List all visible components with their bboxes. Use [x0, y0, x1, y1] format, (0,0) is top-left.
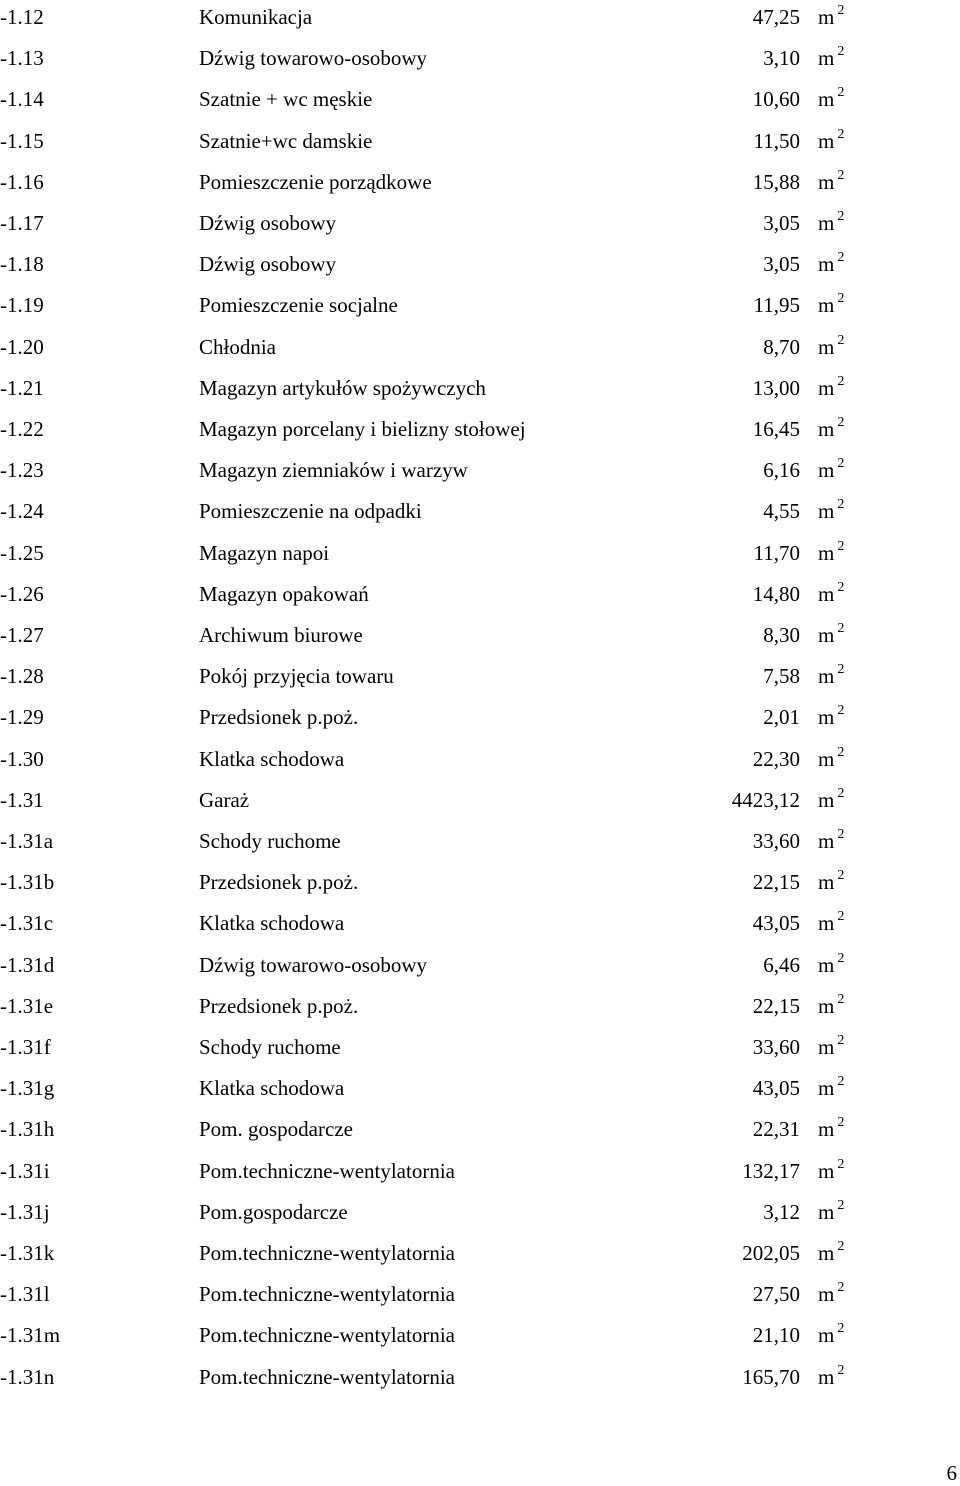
- room-number: -1.31: [0, 787, 44, 812]
- unit-symbol: m: [818, 458, 835, 483]
- room-name: Magazyn porcelany i bielizny stołowej: [199, 417, 526, 441]
- area-unit: [818, 249, 844, 279]
- unit-symbol: m: [818, 1035, 835, 1059]
- room-name: Pom.techniczne-wentylatornia: [199, 1364, 455, 1389]
- room-number: -1.31e: [0, 993, 54, 1018]
- area-unit: [818, 1197, 844, 1227]
- unit-exponent: 2: [837, 662, 845, 678]
- unit-exponent: 2: [837, 373, 845, 389]
- area-unit: [818, 826, 844, 856]
- room-number: -1.31m: [0, 1323, 61, 1348]
- unit-symbol: m: [818, 499, 835, 524]
- room-row: [0, 991, 960, 1021]
- room-row: [0, 2, 960, 32]
- room-number: -1.18: [0, 252, 44, 277]
- room-area: 10,60: [752, 87, 800, 112]
- room-number: -1.31h: [0, 1117, 55, 1142]
- unit-symbol: m: [818, 169, 835, 194]
- room-number: -1.21: [0, 375, 44, 400]
- unit-symbol: m: [818, 417, 835, 441]
- unit-symbol: m: [818, 1241, 835, 1265]
- room-area: 43,05: [752, 1076, 800, 1101]
- unit-symbol: m: [818, 1323, 835, 1348]
- room-number: -1.22: [0, 417, 44, 441]
- room-name: Komunikacja: [199, 5, 313, 29]
- room-name: Szatnie+wc damskie: [199, 128, 373, 153]
- area-unit: [818, 1238, 844, 1268]
- unit-symbol: m: [818, 1076, 835, 1101]
- area-unit: [818, 950, 844, 980]
- area-unit: [818, 414, 844, 444]
- room-row: [0, 538, 960, 568]
- room-number: -1.31d: [0, 952, 55, 977]
- unit-exponent: 2: [837, 291, 845, 307]
- unit-exponent: 2: [837, 1280, 845, 1296]
- room-number: -1.31l: [0, 1282, 50, 1307]
- room-name: Dźwig towarowo-osobowy: [199, 46, 428, 71]
- area-unit: [818, 455, 844, 485]
- room-number: -1.31a: [0, 829, 54, 853]
- area-unit: [818, 208, 844, 238]
- area-unit: [818, 373, 844, 403]
- unit-symbol: m: [818, 911, 835, 936]
- unit-exponent: 2: [837, 497, 845, 513]
- room-name: Pokój przyjęcia towaru: [199, 664, 394, 689]
- unit-exponent: 2: [837, 3, 845, 18]
- room-row: [0, 826, 960, 856]
- room-number: -1.12: [0, 5, 44, 29]
- area-unit: [818, 620, 844, 650]
- room-area: 3,12: [763, 1199, 800, 1224]
- room-name: Szatnie + wc męskie: [199, 87, 373, 112]
- unit-exponent: 2: [837, 1362, 845, 1378]
- room-area: 15,88: [752, 169, 800, 194]
- area-unit: [818, 290, 844, 320]
- unit-symbol: m: [818, 1158, 835, 1183]
- room-name: Pom.techniczne-wentylatornia: [199, 1323, 455, 1348]
- area-unit: [818, 496, 844, 526]
- room-row: [0, 1279, 960, 1309]
- room-name: Pomieszczenie na odpadki: [199, 499, 422, 524]
- area-unit: [818, 991, 844, 1021]
- unit-symbol: m: [818, 128, 835, 153]
- unit-symbol: m: [818, 46, 835, 71]
- room-area: 43,05: [752, 911, 800, 936]
- room-area: 22,30: [752, 746, 800, 771]
- room-number: -1.25: [0, 540, 44, 565]
- unit-exponent: 2: [837, 1115, 845, 1131]
- unit-symbol: m: [818, 252, 835, 277]
- room-area: 47,25: [752, 5, 800, 29]
- room-name: Magazyn ziemniaków i warzyw: [199, 458, 468, 483]
- unit-symbol: m: [818, 1282, 835, 1307]
- room-area: 4,55: [763, 499, 800, 524]
- unit-exponent: 2: [837, 44, 845, 60]
- room-area: 11,70: [753, 540, 800, 565]
- area-unit: [818, 744, 844, 774]
- room-row: [0, 1114, 960, 1144]
- unit-symbol: m: [818, 375, 835, 400]
- room-name: Klatka schodowa: [199, 1076, 345, 1101]
- room-row: [0, 867, 960, 897]
- unit-symbol: m: [818, 334, 835, 359]
- room-name: Pomieszczenie porządkowe: [199, 169, 432, 194]
- unit-symbol: m: [818, 952, 835, 977]
- unit-symbol: m: [818, 1199, 835, 1224]
- unit-exponent: 2: [837, 621, 845, 636]
- room-row: [0, 1197, 960, 1227]
- room-area: 3,05: [763, 252, 800, 277]
- unit-exponent: 2: [837, 909, 845, 925]
- room-name: Pom.techniczne-wentylatornia: [199, 1241, 455, 1265]
- room-area: 7,58: [763, 664, 800, 689]
- room-area: 22,15: [752, 993, 800, 1018]
- room-row: [0, 249, 960, 279]
- room-row: [0, 496, 960, 526]
- area-unit: [818, 867, 844, 897]
- room-name: Przedsionek p.poż.: [199, 993, 359, 1018]
- unit-exponent: 2: [837, 744, 845, 760]
- room-number: -1.20: [0, 334, 44, 359]
- room-name: Chłodnia: [199, 334, 276, 359]
- unit-symbol: m: [818, 293, 835, 318]
- unit-exponent: 2: [837, 126, 845, 142]
- room-area: 8,30: [763, 623, 800, 647]
- unit-exponent: 2: [837, 785, 845, 801]
- unit-symbol: m: [818, 87, 835, 112]
- room-row: [0, 620, 960, 650]
- area-unit: [818, 2, 844, 32]
- area-unit: [818, 785, 844, 815]
- unit-symbol: m: [818, 829, 835, 853]
- area-unit: [818, 908, 844, 938]
- unit-symbol: m: [818, 623, 835, 647]
- unit-symbol: m: [818, 746, 835, 771]
- unit-exponent: 2: [837, 1197, 845, 1213]
- unit-exponent: 2: [837, 703, 845, 719]
- room-area: 2,01: [763, 705, 800, 730]
- unit-symbol: m: [818, 870, 835, 895]
- unit-exponent: 2: [837, 1156, 845, 1172]
- room-name: Magazyn napoi: [199, 540, 330, 565]
- unit-exponent: 2: [837, 827, 845, 842]
- room-name: Pom.techniczne-wentylatornia: [199, 1282, 455, 1307]
- room-name: Magazyn artykułów spożywczych: [199, 375, 486, 400]
- unit-exponent: 2: [837, 1321, 845, 1337]
- room-name: Archiwum biurowe: [199, 623, 363, 647]
- room-area: 132,17: [742, 1158, 800, 1183]
- area-unit: [818, 1320, 844, 1350]
- room-name: Pom.gospodarcze: [199, 1199, 348, 1224]
- room-number: -1.31n: [0, 1364, 55, 1389]
- room-number: -1.29: [0, 705, 44, 730]
- room-row: [0, 702, 960, 732]
- room-row: [0, 126, 960, 156]
- unit-symbol: m: [818, 5, 835, 29]
- room-number: -1.19: [0, 293, 44, 318]
- unit-symbol: m: [818, 664, 835, 689]
- room-area: 22,15: [752, 870, 800, 895]
- room-area: 11,95: [753, 293, 800, 318]
- room-number: -1.28: [0, 664, 44, 689]
- room-row: [0, 908, 960, 938]
- room-area: 33,60: [752, 1035, 800, 1059]
- room-number: -1.31g: [0, 1076, 55, 1101]
- room-row: [0, 290, 960, 320]
- room-row: [0, 414, 960, 444]
- room-row: [0, 84, 960, 114]
- unit-exponent: 2: [837, 167, 845, 183]
- area-unit: [818, 538, 844, 568]
- unit-exponent: 2: [837, 1239, 845, 1254]
- room-area: 202,05: [742, 1241, 800, 1265]
- room-name: Klatka schodowa: [199, 746, 345, 771]
- room-number: -1.27: [0, 623, 44, 647]
- room-row: [0, 579, 960, 609]
- room-row: [0, 1073, 960, 1103]
- area-unit: [818, 1279, 844, 1309]
- room-area: 11,50: [753, 128, 800, 153]
- unit-exponent: 2: [837, 1074, 845, 1090]
- area-unit: [818, 1032, 844, 1062]
- room-name: Garaż: [199, 787, 250, 812]
- room-number: -1.31j: [0, 1199, 50, 1224]
- area-unit: [818, 167, 844, 197]
- unit-symbol: m: [818, 540, 835, 565]
- unit-symbol: m: [818, 1117, 835, 1142]
- room-name: Pom. gospodarcze: [199, 1117, 353, 1142]
- unit-exponent: 2: [837, 415, 845, 430]
- room-row: [0, 1032, 960, 1062]
- room-area: 16,45: [752, 417, 800, 441]
- unit-symbol: m: [818, 993, 835, 1018]
- unit-symbol: m: [818, 581, 835, 606]
- room-row: [0, 1156, 960, 1186]
- room-name: Przedsionek p.poż.: [199, 705, 359, 730]
- room-number: -1.13: [0, 46, 44, 71]
- room-number: -1.30: [0, 746, 44, 771]
- room-area: 3,05: [763, 211, 800, 235]
- room-name: Pomieszczenie socjalne: [199, 293, 398, 318]
- room-row: [0, 1320, 960, 1350]
- room-row: [0, 167, 960, 197]
- area-unit: [818, 1073, 844, 1103]
- unit-exponent: 2: [837, 85, 845, 101]
- room-row: [0, 1362, 960, 1392]
- room-number: -1.31f: [0, 1035, 51, 1059]
- room-name: Pom.techniczne-wentylatornia: [199, 1158, 455, 1183]
- area-unit: [818, 1362, 844, 1392]
- room-name: Przedsionek p.poż.: [199, 870, 359, 895]
- room-name: Dźwig osobowy: [199, 211, 337, 235]
- room-area: 27,50: [752, 1282, 800, 1307]
- unit-symbol: m: [818, 787, 835, 812]
- room-name: Dźwig towarowo-osobowy: [199, 952, 428, 977]
- area-unit: [818, 1114, 844, 1144]
- room-name: Klatka schodowa: [199, 911, 345, 936]
- area-unit: [818, 661, 844, 691]
- room-row: [0, 1238, 960, 1268]
- area-unit: [818, 332, 844, 362]
- area-unit: [818, 1156, 844, 1186]
- unit-symbol: m: [818, 705, 835, 730]
- room-row: [0, 950, 960, 980]
- unit-exponent: 2: [837, 579, 845, 595]
- room-number: -1.17: [0, 211, 44, 235]
- unit-exponent: 2: [837, 209, 845, 224]
- room-name: Schody ruchome: [199, 1035, 341, 1059]
- room-name: Schody ruchome: [199, 829, 341, 853]
- area-unit: [818, 579, 844, 609]
- room-row: [0, 661, 960, 691]
- room-number: -1.26: [0, 581, 44, 606]
- room-number: -1.24: [0, 499, 44, 524]
- room-row: [0, 43, 960, 73]
- unit-exponent: 2: [837, 868, 845, 884]
- room-number: -1.14: [0, 87, 44, 112]
- room-area: 13,00: [752, 375, 800, 400]
- room-number: -1.31b: [0, 870, 55, 895]
- unit-exponent: 2: [837, 332, 845, 348]
- unit-exponent: 2: [837, 991, 845, 1007]
- room-row: [0, 208, 960, 238]
- room-number: -1.23: [0, 458, 44, 483]
- room-number: -1.16: [0, 169, 44, 194]
- room-area: 22,31: [752, 1117, 800, 1142]
- room-area: 6,46: [763, 952, 800, 977]
- room-row: [0, 455, 960, 485]
- unit-exponent: 2: [837, 1033, 845, 1048]
- area-unit: [818, 84, 844, 114]
- room-row: [0, 373, 960, 403]
- room-area: 33,60: [752, 829, 800, 853]
- room-name: Magazyn opakowań: [199, 581, 369, 606]
- unit-exponent: 2: [837, 950, 845, 966]
- room-row: [0, 744, 960, 774]
- page-number: 6: [946, 1461, 957, 1485]
- room-row: [0, 785, 960, 815]
- room-area: 165,70: [742, 1364, 800, 1389]
- room-number: -1.31c: [0, 911, 54, 936]
- room-area: 21,10: [752, 1323, 800, 1348]
- area-unit: [818, 43, 844, 73]
- room-number: -1.15: [0, 128, 44, 153]
- room-area: 8,70: [763, 334, 800, 359]
- unit-exponent: 2: [837, 456, 845, 472]
- room-number: -1.31k: [0, 1241, 55, 1265]
- room-area: 4423,12: [731, 787, 800, 812]
- unit-symbol: m: [818, 1364, 835, 1389]
- unit-exponent: 2: [837, 538, 845, 554]
- room-area: 6,16: [763, 458, 800, 483]
- unit-symbol: m: [818, 211, 835, 235]
- unit-exponent: 2: [837, 250, 845, 266]
- area-unit: [818, 126, 844, 156]
- room-row: [0, 332, 960, 362]
- room-area: 3,10: [763, 46, 800, 71]
- room-number: -1.31i: [0, 1158, 50, 1183]
- area-unit: [818, 702, 844, 732]
- room-area: 14,80: [752, 581, 800, 606]
- room-name: Dźwig osobowy: [199, 252, 337, 277]
